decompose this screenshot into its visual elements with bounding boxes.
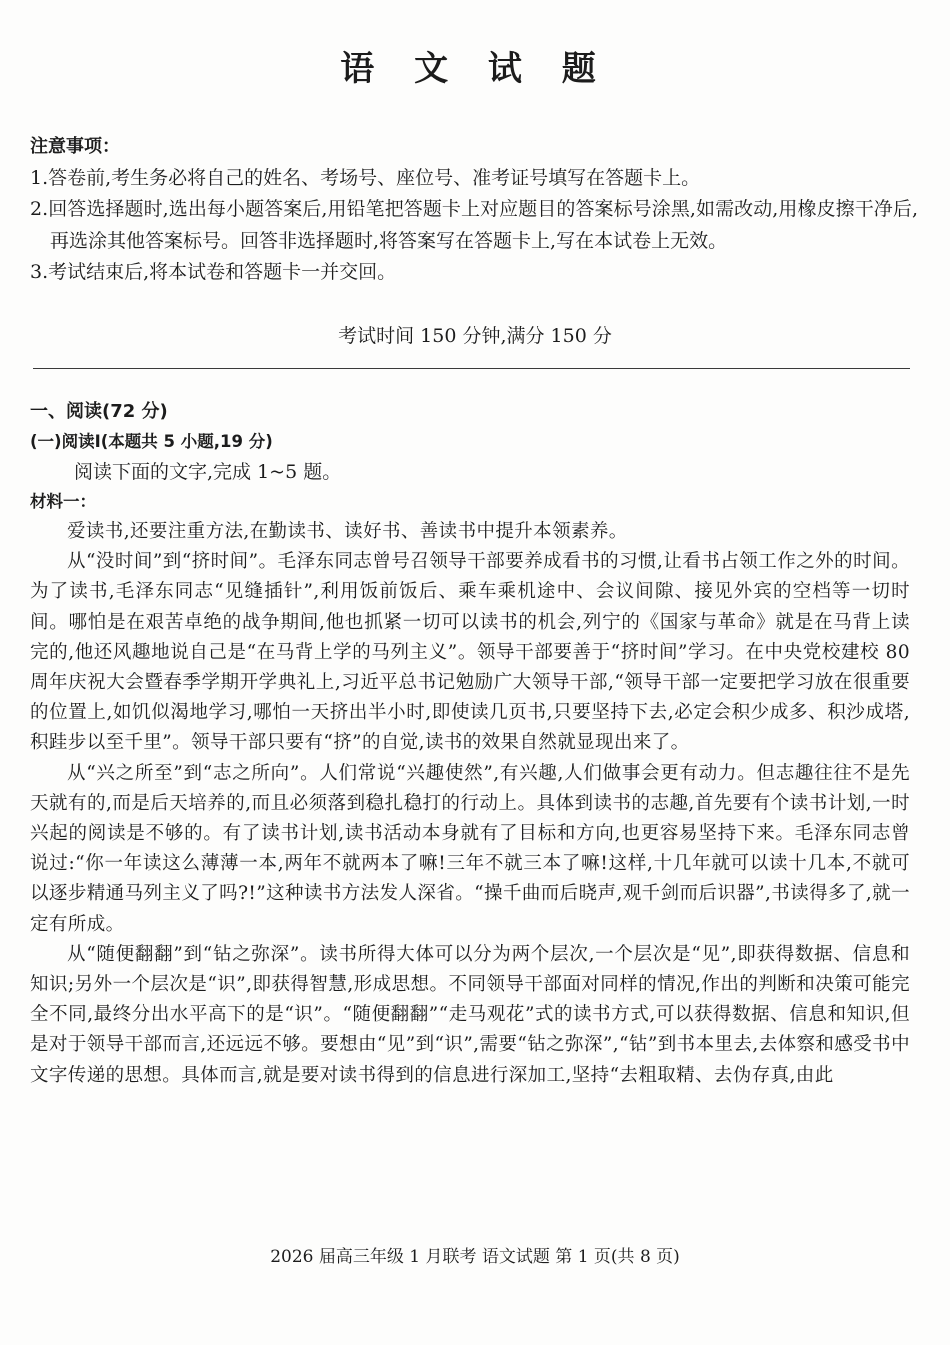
notice-item-2: 2.回答选择题时,选出每小题答案后,用铅笔把答题卡上对应题目的答案标号涂黑,如需改动,用橡皮擦干净后,再选涂其他答案标号。回答非选择题时,将答案写在答题卡上,写在本试卷上无效。 — [30, 198, 918, 252]
notice-section — [30, 131, 918, 289]
notice-item-1: 1.答卷前,考生务必将自己的姓名、考场号、座位号、准考证号填写在答题卡上。 — [30, 166, 701, 189]
page-footer: 2026 届高三年级 1 月联考 语文试题 第 1 页(共 8 页) — [270, 1247, 680, 1267]
reading-section — [30, 397, 910, 1091]
exam-time-note: 考试时间 150 分钟,满分 150 分 — [338, 325, 612, 347]
subsection-heading: (一)阅读Ⅰ(本题共 5 小题,19 分) — [30, 432, 273, 451]
page-title: 语 文 试 题 — [340, 49, 610, 89]
paragraph: 爱读书,还要注重方法,在勤读书、读好书、善读书中提升本领素养。 — [67, 521, 628, 542]
notice-heading: 注意事项： — [30, 136, 120, 157]
material-label: 材料一： — [30, 492, 96, 511]
paragraph: 从“兴之所至”到“志之所向”。人们常说“兴趣使然”,有兴趣,人们做事会更有动力。但志趣往往不是先天就有的,而是后天培养的,而且必须落到稳扎稳打的行动上。具体到读书的志趣,首先要有个读书计划,一时兴起的阅读是不够的。有了读书计划,读书活动本身就有了目标和方向,也更容易坚持下来。毛泽东同志曾说过:“你一年读这么薄薄一本,两年不就两本了嘛!三年不就三本了嘛!这样,十几年就可以读十几本,不就可以逐步精通马列主义了吗?!”这种读书方法发人深省。“操千曲而后晓声,观千剑而后识器”,书读得多了,就一定有所成。 — [30, 762, 910, 935]
paragraph: 从“没时间”到“挤时间”。毛泽东同志曾号召领导干部要养成看书的习惯,让看书占领工作之外的时间。为了读书,毛泽东同志“见缝插针”,利用饭前饭后、乘车乘机途中、会议间隙、接见外宾的空档等一切时间。哪怕是在艰苦卓绝的战争期间,他也抓紧一切可以读书的机会,列宁的《国家与革命》就是在马背上读完的,他还风趣地说自己是“在马背上学的马列主义”。领导干部要善于“挤时间”学习。在中央党校建校 80 周年庆祝大会暨春季学期开学典礼上,习近平总书记勉励广大领导干部,“领导干部一定要把学习放在很重要的位置上,如饥似渴地学习,哪怕一天挤出半小时,即使读几页书,只要坚持下去,必定会积少成多、积沙成塔,积跬步以至千里”。领导干部只要有“挤”的自觉,读书的效果自然就显现出来了。 — [30, 551, 910, 754]
paragraph: 从“随便翻翻”到“钻之弥深”。读书所得大体可以分为两个层次,一个层次是“见”,即获得数据、信息和知识;另外一个层次是“识”,即获得智慧,形成思想。不同领导干部面对同样的情况,作出的判断和决策可能完全不同,最终分出水平高下的是“识”。“随便翻翻”“走马观花”式的读书方式,可以获得数据、信息和知识,但是对于领导干部而言,还远远不够。要想由“见”到“识”,需要“钻之弥深”,“钻”到书本里去,去体察和感受书中文字传递的思想。具体而言,就是要对读书得到的信息进行深加工,坚持“去粗取精、去伪存真,由此 — [30, 943, 910, 1086]
reading-instruction: 阅读下面的文字,完成 1~5 题。 — [74, 461, 342, 483]
notice-item-3: 3.考试结束后,将本试卷和答题卡一并交回。 — [30, 261, 397, 283]
section-divider — [33, 368, 910, 369]
section-heading: 一、阅读(72 分) — [30, 401, 168, 422]
